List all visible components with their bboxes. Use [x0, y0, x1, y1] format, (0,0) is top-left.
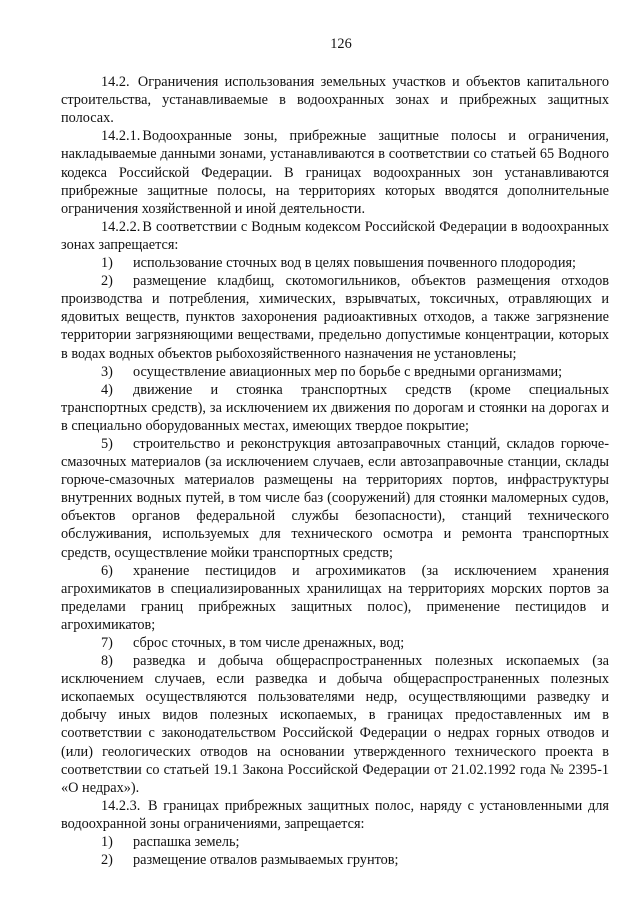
section-number: 14.2.2. — [101, 218, 141, 235]
list-item — [61, 851, 609, 869]
list-item-number: 4) — [101, 381, 113, 398]
list-item — [61, 363, 609, 381]
section-text: Водоохранные зоны, прибрежные защитные полосы и ограничения, накладываемые данными зонами, устанавливаются в соответствии со статьей 65 Водного кодекса Российской Федерации. В границах водоохранных зон устанавливаются прибрежные защитные полосы, на территориях которых вводятся дополнительные ограничения хозяйственной и иной деятельности. — [61, 128, 609, 217]
list-item — [61, 254, 609, 272]
list-item-text: разведка и добыча общераспространенных полезных ископаемых (за исключением случаев, если разведка и добыча общераспространенных полезных ископаемых осуществляются пользователями недр, осуществляющими разведку и добычу иных видов полезных ископаемых, в границах предоставленных им в соответствии с законодательством Российской Федерации о недрах горных отводов и (или) геологических отводов на основании утвержденного технического проекта в соответствии со статьей 19.1 Закона Российской Федерации от 21.02.1992 года № 2395-1 «О недрах»). — [61, 653, 609, 796]
list-item-text: использование сточных вод в целях повышения почвенного плодородия; — [133, 255, 577, 272]
list-item — [61, 833, 609, 851]
list-item-text: размещение отвалов размываемых грунтов; — [133, 852, 399, 869]
section-text: В соответствии с Водным кодексом Российской Федерации в водоохранных зонах запрещается: — [61, 218, 609, 253]
list-item-text: размещение кладбищ, скотомогильников, объектов размещения отходов производства и потребления, химических, взрывчатых, токсичных, отравляющих и ядовитых веществ, пунктов захоронения радиоактивных отходов, а также загрязнение территории загрязняющими веществами, предельно допустимые концентрации, которых в водах водных объектов рыбохозяйственного назначения не установлены; — [61, 273, 609, 362]
section-number: 14.2. — [101, 74, 130, 91]
list-item-number: 1) — [101, 834, 113, 851]
list-item-number: 6) — [101, 562, 113, 579]
list-item — [61, 562, 609, 634]
list-item — [61, 272, 609, 362]
section-text: В границах прибрежных защитных полос, наряду с установленными для водоохранной зоны ограничениями, запрещается: — [61, 797, 609, 832]
list-item-number: 2) — [101, 852, 113, 869]
list-item — [61, 652, 609, 797]
list-item-number: 2) — [101, 273, 113, 290]
list-item-number: 7) — [101, 635, 113, 651]
section-14-2-3 — [61, 797, 609, 833]
section-number: 14.2.3. — [101, 797, 141, 814]
list-item-text: осуществление авиационных мер по борьбе с вредными организмами; — [133, 363, 563, 380]
section-14-2-1 — [61, 127, 609, 217]
section-14-2 — [61, 73, 609, 127]
list-item-text: движение и стоянка транспортных средств (кроме специальных транспортных средств), за исключением их движения по дорогам и стоянки на дорогах и в специально оборудованных местах, имеющих твердое покрытие; — [61, 381, 609, 434]
list-item — [61, 435, 609, 562]
list-item — [61, 634, 609, 652]
page-number: 126 — [330, 36, 352, 52]
list-item-text: хранение пестицидов и агрохимикатов (за исключением хранения агрохимикатов в специализированных хранилищах на территориях морских портов за пределами границ прибрежных защитных полос), применение пестицидов и агрохимикатов; — [61, 562, 609, 633]
list-item-text: сброс сточных, в том числе дренажных, вод; — [133, 635, 405, 651]
list-item-number: 1) — [101, 255, 113, 272]
list-item-number: 5) — [101, 435, 113, 452]
list-item-text: распашка земель; — [133, 834, 240, 851]
section-number: 14.2.1. — [101, 128, 141, 145]
list-item-number: 8) — [101, 653, 113, 670]
section-14-2-2 — [61, 218, 609, 254]
list-item — [61, 381, 609, 435]
section-text: Ограничения использования земельных участков и объектов капитального строительства, устанавливаемые в водоохранных зонах и прибрежных защитных полосах. — [61, 74, 610, 127]
list-item-text: строительство и реконструкция автозаправочных станций, складов горюче-смазочных материалов (за исключением случаев, если автозаправочные станции, склады горюче-смазочных материалов размещены на территориях портов, инфраструктуры внутренних водных путей, в том числе баз (сооружений) для стоянки маломерных судов, объектов органов федеральной службы безопасности), станций технического обслуживания, используемых для технического осмотра и ремонта транспортных средств, осуществление мойки транспортных средств; — [61, 435, 609, 561]
list-item-number: 3) — [101, 363, 113, 380]
